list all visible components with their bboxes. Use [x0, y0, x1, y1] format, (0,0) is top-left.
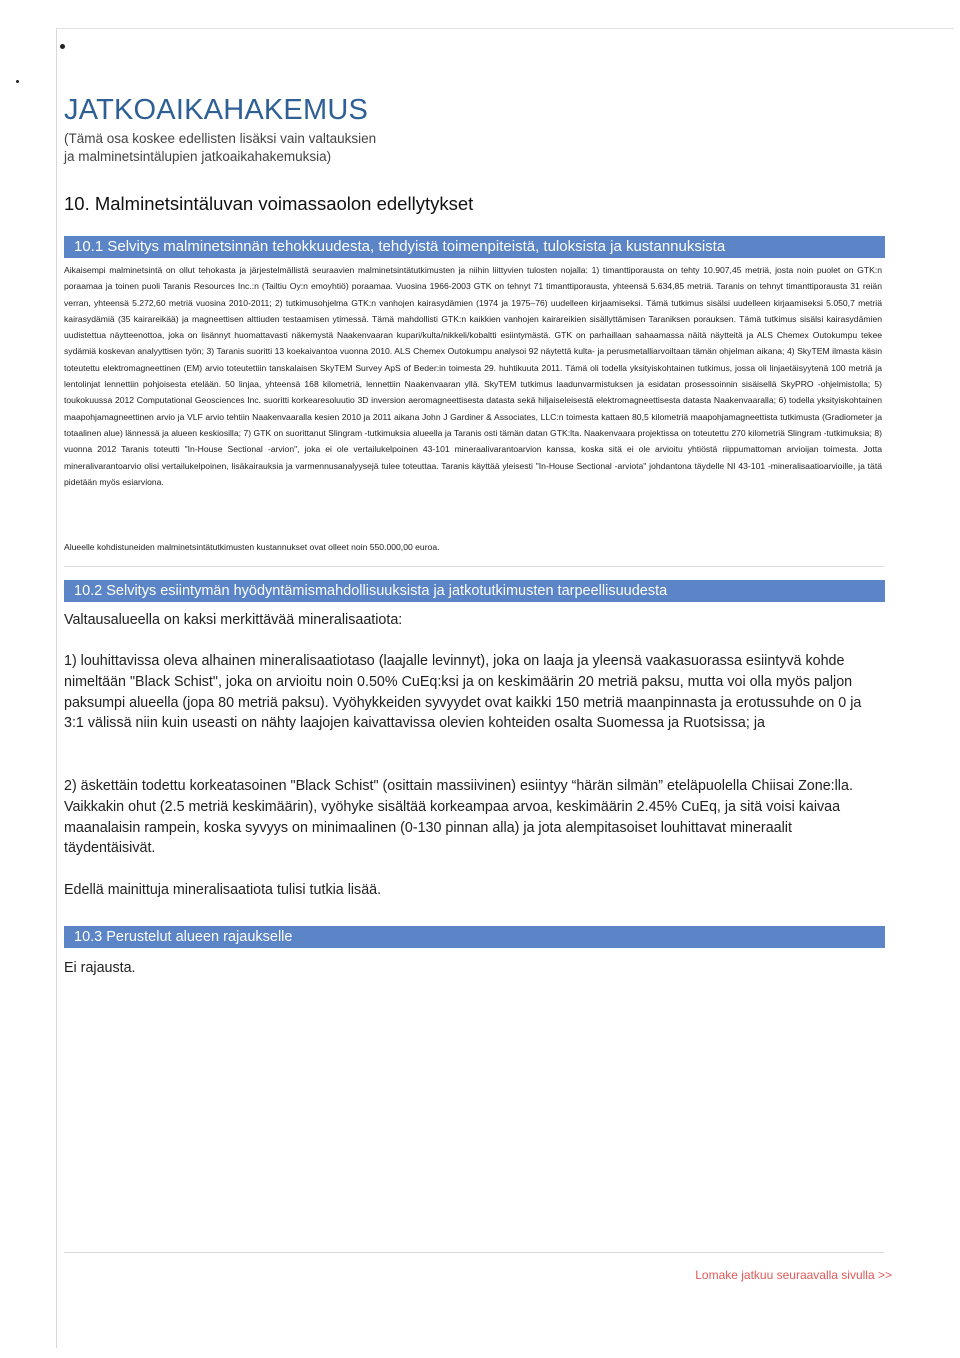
- mineralisation-paragraph-1: 1) louhittavissa oleva alhainen mineralisaatiotaso (laajalle levinnyt), joka on laaja ja yleensä vaakasuorassa esiintyvä kohde nimeltään "Black Schist", joka on arvioitu noin 0.50% CuEq:ksi ja on keskimäärin 20 metriä paksu, mutta voi olla myös paljon paksumpi alueella (jopa 80 metriä paksu). Vyöhykkeiden syvyydet ovat kaikki 150 metriä maanpinnasta ja erotussuhde on 0 ja 3:1 välissä niin kuin useasti on nähty laajojen kaivattavissa olevien kohteiden osalta Suomessa ja Ruotsissa; ja: [64, 653, 862, 732]
- section-bar-10-2: 10.2 Selvitys esiintymän hyödyntämismahdollisuuksista ja jatkotutkimusten tarpeellisuudesta: [64, 580, 885, 602]
- divider: [64, 566, 884, 567]
- page-subtitle: [64, 130, 376, 166]
- mineralisation-paragraph-2: 2) äskettäin todettu korkeatasoinen "Black Schist" (osittain massiivinen) esiintyy “härän silmän” eteläpuolella Chiisai Zone:lla. Vaikkakin ohut (2.5 metriä keskimäärin), vyöhyke sisältää korkeampaa arvoa, keskimäärin 2.45% CuEq, ja sitä voisi kaivaa maanalaisin rampein, koska syvyys on minimaalinen (0-130 pinnan alla) ja jota alempitasoiset louhittavat mineraalit täydentäisivät.: [64, 778, 853, 857]
- mineralisation-paragraph-3: Edellä mainittuja mineralisaatiota tulisi tutkia lisää.: [64, 882, 382, 898]
- scan-dot: [60, 44, 65, 49]
- subtitle-line: (Tämä osa koskee edellisten lisäksi vain valtauksien: [64, 131, 377, 146]
- mineralisation-intro: Valtausalueella on kaksi merkittävää mineralisaatiota:: [64, 612, 403, 628]
- divider: [64, 1252, 884, 1253]
- scan-dot: [16, 80, 19, 83]
- continue-next-page-text: Lomake jatkuu seuraavalla sivulla >>: [695, 1268, 892, 1282]
- exploration-cost-text: Alueelle kohdistuneiden malminetsintätutkimusten kustannukset ovat olleet noin 550.000,00 euroa.: [64, 542, 440, 552]
- subtitle-line: ja malminetsintälupien jatkoaikahakemuksia): [64, 149, 332, 164]
- section-bar-10-1: 10.1 Selvitys malminetsinnän tehokkuudesta, tehdyistä toimenpiteistä, tuloksista ja kustannuksista: [64, 236, 885, 258]
- section-bar-10-3: 10.3 Perustelut alueen rajaukselle: [64, 926, 885, 948]
- exploration-summary-text: Aikaisempi malminetsintä on ollut tehokasta ja järjestelmällistä seuraavien malminetsintätutkimusten ja niihin liittyvien tulosten nojalla: 1) timanttiporausta on tehty 10.907,45 metriä, josta noin puolet on GTK:n poraamaa ja toinen puoli Taranis Resources Inc.:n (Tailtiu Oy:n emoyhtiö) poraamaa. Vuosina 1966-2003 GTK on tehnyt 71 timanttiporausta, yhteensä 5.634,85 metriä. Taranis on tehnyt timanttiporausta 31 reiän verran, yhteensä 5.272,60 metriä vuosina 2010-2011; 2) tutkimusohjelma GTK:n vanhojen kairasydämien (1974 ja 1975–76) uudelleen kirjaamiseksi. Tämä tutkimus sisälsi uudelleen kirjaamiseksi 5.050,7 metriä kairasydämiä (35 kairareikää) ja magneettisen alttiuden testaamisen ytimessä. Tämä mahdollisti GTK:n kaikkien vanhojen kairareikien sisällyttämisen Taraniksen porauksen. Tämä tutkimus sisälsi kairasydämien uudistettua näytteenottoa, joka on lisännyt huomattavasti näkemystä Naakenvaaran kupari/kulta/nikkeli/kobaltti esiintymästä. GTK on parhaillaan sahaamassa näitä näytteitä ja ALS Chemex Outokumpu tekee sydämiä koskevan analyyttisen työn; 3) Taranis suoritti 13 koekaivantoa vuonna 2010. ALS Chemex Outokumpu analysoi 92 näytettä kulta- ja perusmetalliarvoiltaan tämän ohjelman aikana; 4) SkyTEM ilmasta käsin toteutettu elektromagneettinen (EM) arvio toteutettiin tanskalaisen SkyTEM Survey ApS of Beder:in toimesta 29. huhtikuuta 2011. Tämä oli todella yksityiskohtainen tutkimus, jossa oli linjaetäisyytenä 100 metriä ja lentolinjat lennettiin pohjoisesta etelään. 50 linjaa, yhteensä 168 kilometriä, lennettiin Naakenvaaran yllä. SkyTEM tutkimus laadunvarmistuksen ja esidatan prosessoinnin sisäisellä SkyPRO -ohjelmistolla; 5) toukokuussa 2012 Computational Geosciences Inc. suoritti korkearesoluutio 3D inversion aeromagneettisesta datasta sekä hiljaiseleisestä elektromagneettisesta datasta Naakenvaaralla; 6) todella yksityiskohtainen maapohjamagneettinen arvio ja VLF arvio tehtiin Naakenvaaralla kesien 2010 ja 2011 aikana John J Gardiner & Associates, LLC:n toimesta kattaen 80,5 kilometriä maapohjamagneettista tutkimusta (Gradiometer ja totaalinen alue) lännessä ja alueen keskiosilla; 7) GTK on suorittanut Slingram -tutkimuksia alueella ja Taranis osti tämän datan GTK:lta. Naakenvaara projektissa on toteutettu 270 kilometriä Slingram -tutkimuksia; 8) vuonna 2012 Taranis toteutti "In-House Sectional -arvion", joka ei ole vertailukelpoinen 43-101 mineraalivarantoarvion kanssa, koska sitä ei ole arvioitu yhtiöstä riippumattoman arvioijan toimesta. Jotta mineralivarantoarvio olisi vertailukelpoinen, lisäkairauksia ja varmennusanalyysejä tulee toteuttaa. Taranis käyttää yleisesti "In-House Sectional -arviota" johdantona täydelle NI 43-101 -mineralisaatioarvioille, ja tätä pidetään myös esiarviona.: [64, 265, 882, 487]
- section-heading: 10. Malminetsintäluvan voimassaolon edellytykset: [64, 193, 474, 214]
- area-limits-text: Ei rajausta.: [64, 960, 136, 976]
- page-title: JATKOAIKAHAKEMUS: [64, 94, 369, 126]
